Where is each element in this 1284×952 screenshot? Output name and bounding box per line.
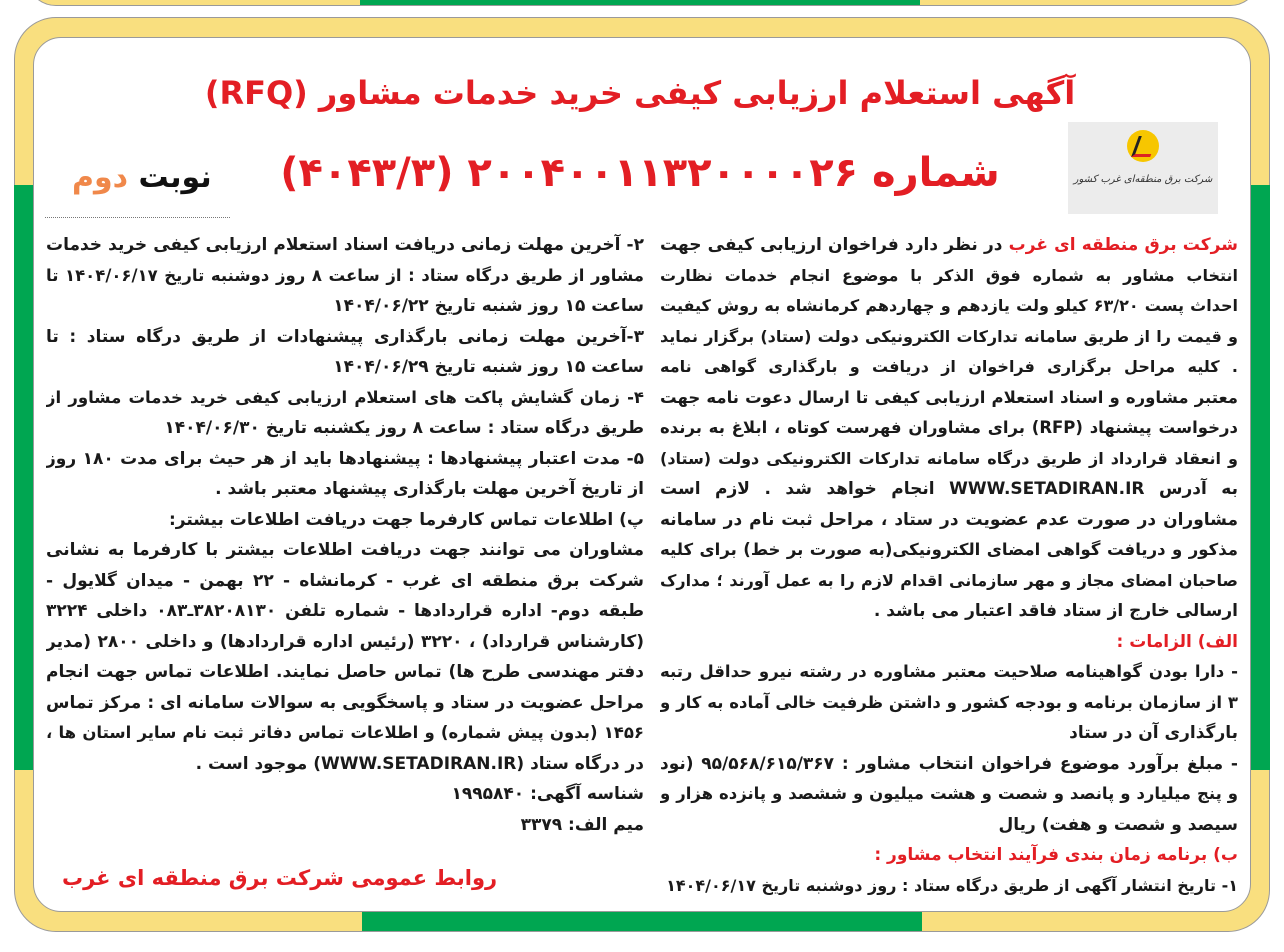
schedule-item-3: [46, 322, 644, 383]
schedule-item-4: [46, 383, 644, 444]
text-line: ۱- تاریخ انتشار آگهی از طریق درگاه ستاد : روز دوشنبه تاریخ ۱۴۰۴/۰۶/۱۷: [666, 875, 1238, 895]
text-line: مشاوران می توانند جهت دریافت اطلاعات بیشتر با کارفرما به نشانی: [46, 540, 644, 560]
text-line: مذکور و دریافت گواهی امضای الکترونیکی(به صورت بر خط) برای کلیه: [660, 540, 1238, 559]
heading-text: ب) برنامه زمان بندی فرآیند انتخاب مشاور :: [874, 845, 1238, 865]
ad-id-text: شناسه آگهی: ۱۹۹۵۸۴۰: [451, 784, 644, 804]
nobat-number: دوم: [72, 160, 129, 195]
text-line: مراحل عضویت در ستاد و پاسخگویی به سوالات سامانه ای : مرکز تماس: [46, 692, 644, 713]
text-line: معتبر مشاوره و اسناد استعلام ارزیابی کیفی تا ارسال دعوت نامه جهت: [660, 387, 1238, 407]
text-line: دفتر مهندسی طرح ها) تماس حاصل نمایند. اطلاعات تماس جهت انجام: [46, 662, 644, 682]
text-line: و قیمت را از طریق سامانه تدارکات الکترونیکی دولت (ستاد) برگزار نماید: [660, 326, 1238, 346]
text-line: طبقه دوم- اداره قراردادها - شماره تلفن ۳۸۲۰۸۱۳۰ـ۰۸۳ داخلی ۳۲۲۴: [46, 601, 644, 621]
schedule-item-5: [46, 444, 644, 505]
text-line: (کارشناس قرارداد) ، ۳۲۲۰ (رئیس اداره قراردادها) و داخلی ۲۸۰۰ (مدیر: [46, 631, 644, 652]
schedule-item-1: [660, 871, 1238, 902]
text-line: ۲- آخرین مهلت زمانی دریافت اسناد استعلام ارزیابی کیفی خرید خدمات: [46, 235, 644, 255]
text-line: - مبلغ برآورد موضوع فراخوان انتخاب مشاور : ۹۵/۵۶۸/۶۱۵/۳۶۷ (نود: [660, 753, 1238, 774]
text-span: در نظر دارد فراخوان ارزیابی کیفی جهت: [660, 235, 1009, 255]
text-line: صاحبان امضای مجاز و مهر سازمانی اقدام لازم را به عمل آورند ؛ مدارک: [660, 570, 1238, 590]
right-column: [660, 230, 1238, 901]
text-line: ۴- زمان گشایش پاکت های استعلام ارزیابی کیفی خرید خدمات مشاور از: [46, 387, 644, 407]
text-line: و انعقاد قرارداد از طریق درگاه سامانه تدارکات الکترونیکی دولت (ستاد): [660, 448, 1238, 468]
public-relations-signature: روابط عمومی شرکت برق منطقه ای غرب: [62, 866, 498, 890]
text-line: ۳-آخرین مهلت زمانی بارگذاری پیشنهادات از طریق درگاه ستاد : تا: [46, 326, 644, 347]
text-line: بارگذاری آن در ستاد: [1069, 723, 1238, 743]
text-line: ساعت ۱۵ روز شنبه تاریخ ۱۴۰۴/۰۶/۲۹: [333, 357, 644, 377]
publication-round: [72, 160, 212, 195]
heading-text: الف) الزامات :: [1116, 631, 1238, 652]
frame-green-right: [1250, 185, 1270, 770]
text-line: احداث پست ۶۳/۲۰ کیلو ولت یازدهم و چهاردهم کرمانشاه به روش کیفیت: [660, 296, 1238, 315]
mim-alef-text: میم الف: ۳۳۷۹: [520, 814, 644, 835]
text-line: ۱۴۵۶ (بدون پیش شماره) و اطلاعات تماس دفاتر ثبت نام سایر استان ها ،: [46, 723, 644, 742]
text-line: سیصد و شصت و هفت) ریال: [998, 814, 1238, 835]
schedule-item-2: [46, 230, 644, 322]
text-line: انتخاب مشاور به شماره فوق الذکر با موضوع انجام خدمات نظارت: [660, 265, 1238, 285]
ad-title: آگهی استعلام ارزیابی کیفی خرید خدمات مشاور (RFQ): [204, 74, 1076, 112]
text-line: ۵- مدت اعتبار پیشنهادها : پیشنهادها باید از هر حیث برای مدت ۱۸۰ روز: [46, 448, 644, 469]
text-line: - دارا بودن گواهینامه صلاحیت معتبر مشاوره در رشته نیرو حداقل رتبه: [660, 662, 1238, 681]
text-line: . کلیه مراحل برگزاری فراخوان از دریافت و بارگذاری گواهی نامه: [660, 357, 1238, 376]
mim-alef: [46, 810, 644, 841]
schedule-heading: [660, 840, 1238, 871]
text-line: مشاوران در صورت عدم عضویت در ستاد ، مراحل ثبت نام در سامانه: [660, 509, 1238, 530]
ad-id: [46, 779, 644, 810]
text-line: و پنج میلیارد و پانصد و شصت و هشت میلیون و ششصد و پانزده هزار و: [660, 784, 1238, 803]
left-column: [46, 230, 644, 840]
text-line: به آدرس WWW.SETADIRAN.IR انجام خواهد شد . لازم است: [660, 479, 1238, 499]
contact-paragraph: [46, 535, 644, 779]
text-line: طریق درگاه ستاد : ساعت ۸ روز یکشنبه تاریخ ۱۴۰۴/۰۶/۳۰: [164, 418, 644, 438]
company-logo: [1068, 122, 1218, 214]
text-line: ساعت ۱۵ روز شنبه تاریخ ۱۴۰۴/۰۶/۲۲: [333, 296, 644, 316]
heading-text: پ) اطلاعات تماس کارفرما جهت دریافت اطلاعات بیشتر:: [168, 509, 644, 530]
text-line: از تاریخ آخرین مهلت بارگذاری پیشنهاد معتبر باشد .: [215, 479, 644, 499]
frame-green-left: [14, 185, 34, 770]
text-line: مشاور از طریق درگاه ستاد : از ساعت ۸ روز دوشنبه تاریخ ۱۴۰۴/۰۶/۱۷ تا: [46, 265, 644, 285]
company-name: شرکت برق منطقه ای غرب: [1008, 235, 1238, 255]
text-line: در درگاه ستاد (WWW.SETADIRAN.IR) موجود است .: [195, 753, 644, 774]
logo-text: شرکت برق منطقه‌ای غرب کشور: [1073, 174, 1213, 185]
intro-paragraph: [660, 230, 1238, 627]
text-line: شرکت برق منطقه ای غرب - کرمانشاه - ۲۲ بهمن - میدان گلایول -: [46, 570, 644, 591]
text-line: درخواست پیشنهاد (RFP) برای مشاوران فهرست کوتاه ، ابلاغ به برنده: [660, 418, 1238, 437]
power-tower-logo-icon: [1127, 130, 1159, 162]
previous-ad-green-bar: [360, 0, 920, 5]
text-line: ارسالی خارج از ستاد فاقد اعتبار می باشد .: [873, 601, 1238, 621]
ad-number: شماره ۲۰۰۴۰۰۱۱۳۲۰۰۰۰۲۶ (۴۰۴۳/۳): [280, 150, 1000, 196]
dotted-divider: [45, 217, 230, 218]
requirement-2: [660, 749, 1238, 841]
text-line: ۳ از سازمان برنامه و بودجه کشور و داشتن ظرفیت خالی آماده به کار و: [660, 692, 1238, 712]
frame-green-bottom: [362, 911, 922, 931]
text-line: [660, 230, 1238, 261]
nobat-word: نوبت: [138, 160, 212, 195]
requirements-heading: [660, 627, 1238, 658]
contact-heading: [46, 505, 644, 536]
requirement-1: [660, 657, 1238, 749]
